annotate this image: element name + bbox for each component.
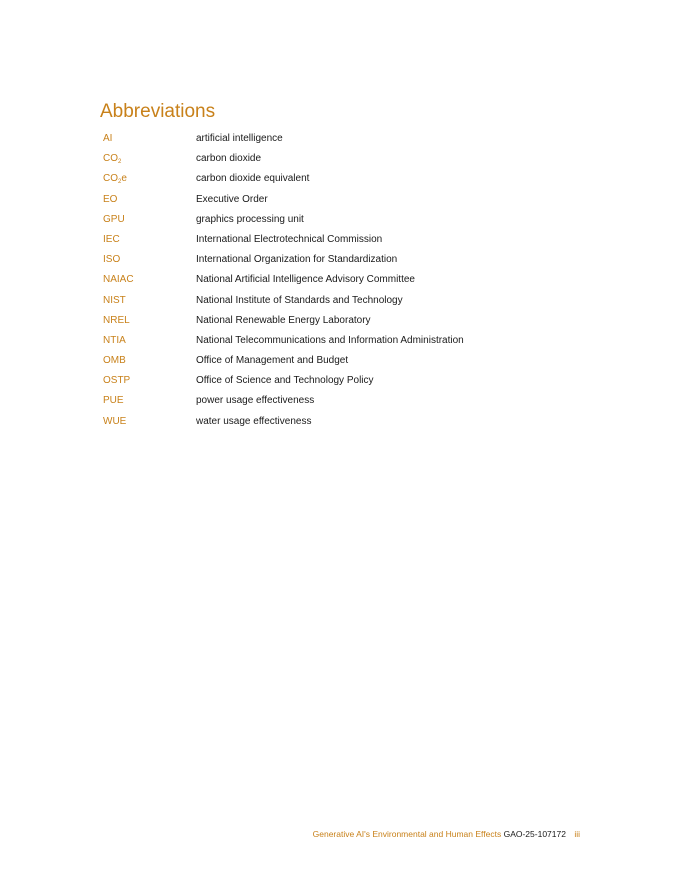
abbreviation-term: AI: [103, 133, 113, 144]
footer-page-number: iii: [574, 829, 580, 839]
abbreviation-row: [103, 193, 603, 213]
term-main: CO: [103, 153, 118, 165]
abbreviation-term: WUE: [103, 415, 127, 427]
abbreviation-definition: water usage effectiveness: [196, 415, 312, 427]
abbreviation-row: [103, 233, 603, 253]
abbreviation-definition: Office of Science and Technology Policy: [196, 375, 374, 387]
page-footer: [313, 828, 580, 840]
abbreviation-term: [103, 152, 121, 166]
abbreviation-term: NTIA: [103, 334, 126, 346]
abbreviation-term: GPU: [103, 213, 125, 225]
abbreviation-definition: International Organization for Standardization: [196, 254, 398, 266]
abbreviation-term: NAIAC: [103, 274, 134, 286]
page-title: Abbreviations: [100, 101, 216, 122]
abbreviation-row: [103, 314, 603, 334]
abbreviation-row: [103, 273, 603, 293]
abbreviation-term: PUE: [103, 395, 124, 407]
abbreviation-row: [103, 334, 603, 354]
abbreviation-definition: carbon dioxide equivalent: [196, 173, 310, 185]
abbreviation-definition: power usage effectiveness: [196, 395, 315, 407]
abbreviation-row: [103, 415, 603, 435]
abbreviation-term: NREL: [103, 314, 130, 326]
abbreviation-definition: National Institute of Standards and Technology: [196, 294, 403, 306]
abbreviation-row: [103, 132, 603, 152]
abbreviation-row: [103, 172, 603, 192]
abbreviation-row: [103, 152, 603, 172]
abbreviation-row: [103, 354, 603, 374]
abbreviation-definition: artificial intelligence: [196, 133, 283, 144]
term-subscript: 2: [118, 179, 122, 186]
abbreviation-definition: Executive Order: [196, 193, 268, 205]
footer-report-code: GAO-25-107172: [503, 829, 566, 839]
abbreviation-definition: graphics processing unit: [196, 213, 304, 225]
abbreviation-definition: National Telecommunications and Information Administration: [196, 334, 464, 346]
abbreviation-term: OMB: [103, 355, 126, 367]
term-subscript: 2: [118, 159, 122, 166]
abbreviation-definition: International Electrotechnical Commission: [196, 233, 383, 245]
abbreviation-term: EO: [103, 193, 118, 205]
abbreviation-row: [103, 394, 603, 414]
abbreviation-row: [103, 253, 603, 273]
abbreviation-row: [103, 374, 603, 394]
abbreviation-definition: Office of Management and Budget: [196, 355, 349, 367]
abbreviation-definition: carbon dioxide: [196, 153, 262, 165]
abbreviation-row: [103, 294, 603, 314]
abbreviation-term: NIST: [103, 294, 126, 306]
term-main: CO: [103, 173, 118, 185]
abbreviation-term: IEC: [103, 233, 120, 245]
footer-report-title: Generative AI's Environmental and Human Effects: [312, 829, 502, 839]
abbreviation-definition: National Renewable Energy Laboratory: [196, 314, 371, 326]
term-suffix: e: [121, 173, 127, 185]
abbreviation-definition: National Artificial Intelligence Advisory Committee: [196, 274, 415, 286]
abbreviations-list: [103, 132, 603, 435]
abbreviation-row: [103, 213, 603, 233]
abbreviation-term: OSTP: [103, 375, 131, 387]
abbreviation-term: [103, 172, 127, 186]
abbreviation-term: ISO: [103, 254, 121, 266]
